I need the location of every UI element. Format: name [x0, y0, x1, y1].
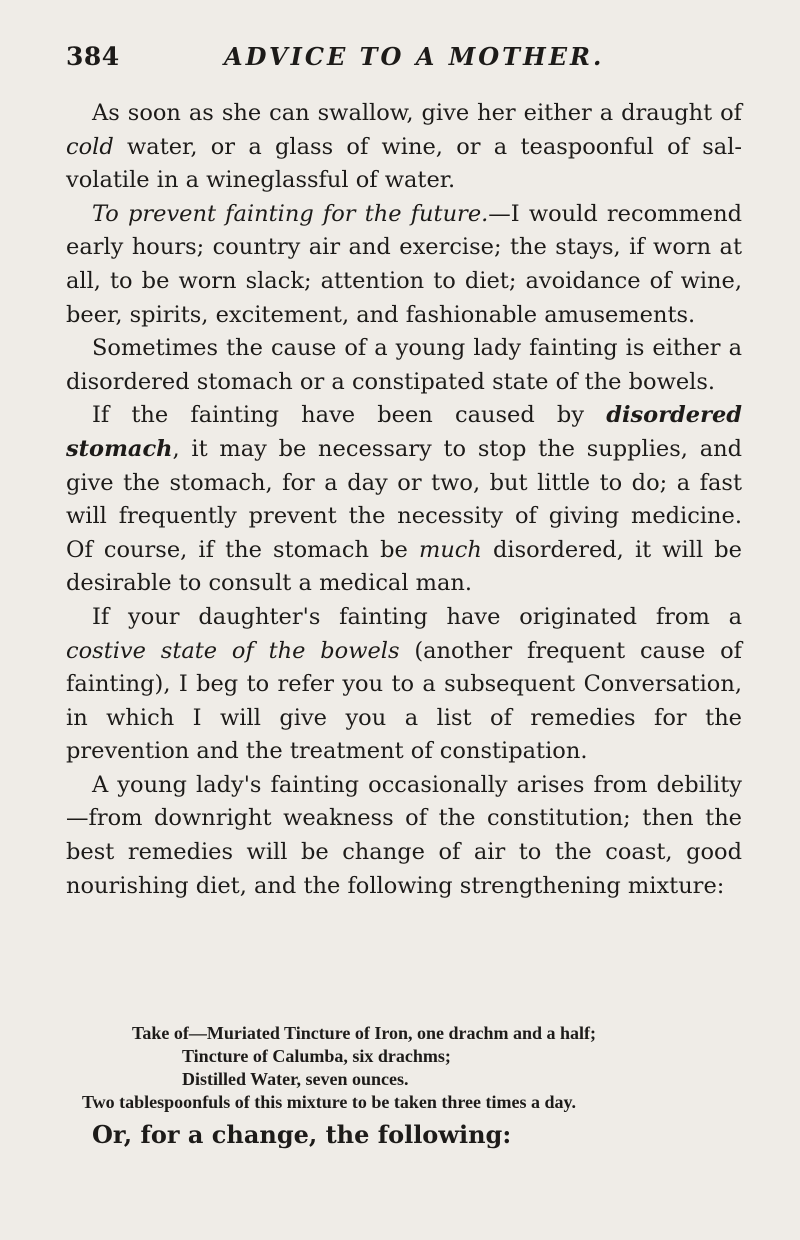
recipe-prescription: [66, 1022, 746, 1114]
paragraph-disordered-stomach: If the fainting have been caused by disordered stomach, it may be necessary to stop the supplies, and give the stomach, for a day or two, but little to do; a fast will frequently prevent the necessity of giving medicine. Of course, if the stomach be much disordered, it will be desirable to consult a medical man.: [66, 402, 742, 597]
paragraph-swallow: As soon as she can swallow, give her either a draught of cold water, or a glass of wine, or a teaspoonful of sal-volatile in a wineglassful of water.: [66, 100, 742, 194]
page-number: 384: [66, 42, 120, 71]
paragraph-causes: Sometimes the cause of a young lady fainting is either a disordered stomach or a constipated state of the bowels.: [66, 335, 742, 395]
page-header: [66, 42, 746, 82]
paragraph-prevent-fainting: To prevent fainting for the future.—I would recommend early hours; country air and exercise; the stays, if worn at all, to be worn slack; attention to diet; avoidance of wine, beer, spirits, excitement, and fashionable amusements.: [66, 200, 742, 328]
recipe-line-calumba: Tincture of Calumba, six drachms;: [182, 1046, 451, 1066]
recipe-line-iron: Take of—Muriated Tincture of Iron, one drachm and a half;: [132, 1023, 597, 1043]
body-text: [66, 97, 742, 903]
running-title: ADVICE TO A MOTHER.: [224, 42, 605, 71]
paragraph-costive-state: If your daughter's fainting have originated from a costive state of the bowels (another frequent cause of fainting), I beg to refer you to a subsequent Conversation, in which I will give you a list of remedies for the prevention and the treatment of constipation.: [66, 603, 742, 765]
recipe-line-water: Distilled Water, seven ounces.: [182, 1069, 409, 1089]
paragraph-debility: A young lady's fainting occasionally arises from debility—from downright weakness of the constitution; then the best remedies will be change of air to the coast, good nourishing diet, and the following strengthening mixture:: [66, 771, 742, 899]
recipe-line-dosage: Two tablespoonfuls of this mixture to be taken three times a day.: [82, 1092, 577, 1112]
closing-line: Or, for a change, the following:: [92, 1120, 512, 1149]
